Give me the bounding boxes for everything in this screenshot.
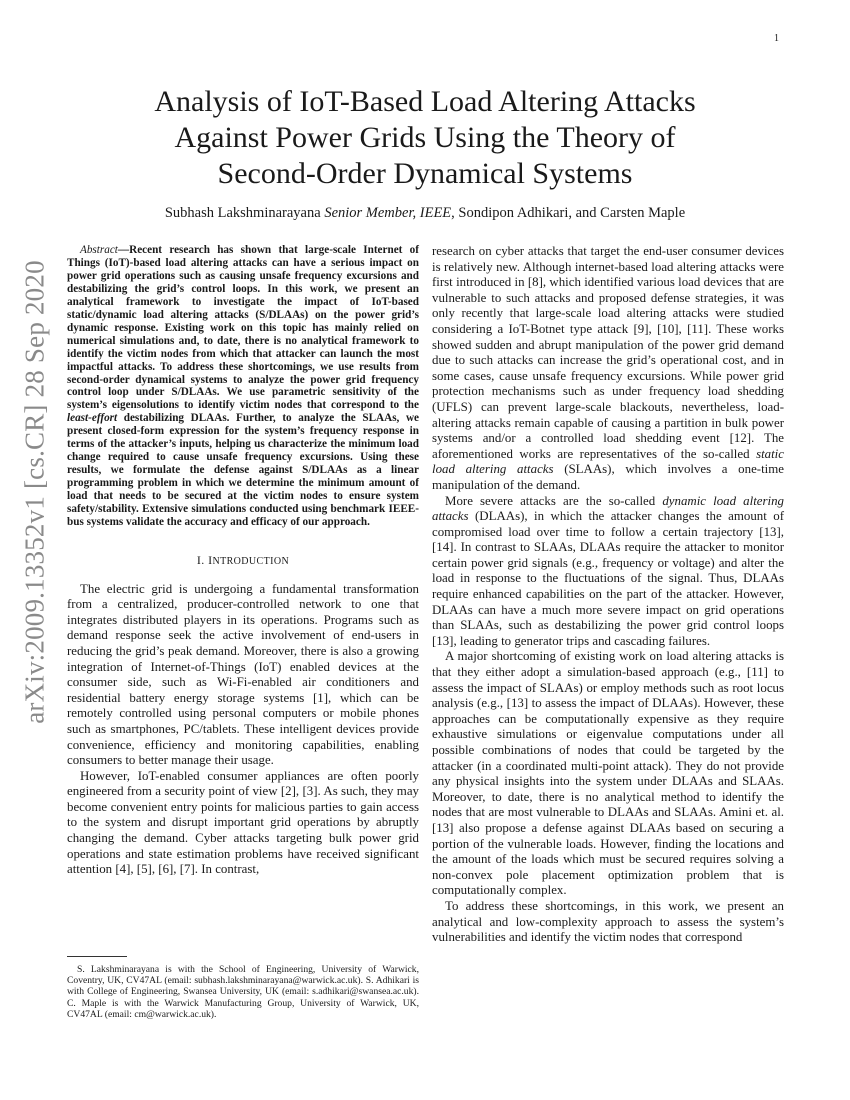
left-column	[67, 244, 419, 878]
section-number: I. I	[196, 552, 213, 567]
arxiv-id: arXiv:2009.13352v1 [cs.CR] 28 Sep 2020	[19, 260, 50, 724]
arxiv-stamp	[8, 260, 62, 724]
abstract-label: Abstract	[80, 244, 118, 256]
abstract	[67, 244, 419, 529]
paragraph	[432, 244, 784, 494]
paragraph-text: research on cyber attacks that target the end-user consumer devices is relatively new. Although internet-based load altering attacks were first introduced in [8], which identified various load devices that are vulnerable to such attacks and proposed defense strategies, it was only recently that large-scale load altering attacks were studied considering a IoT-Botnet type attack [9], [10], [11]. These works showed sudden and abrupt manipulation of the power grid demand due to such attacks can increase the grid’s operational cost, and in some cases, cause unsafe frequency excursions. While power grid protection mechanisms such as under frequency load shedding (UFLS) can prevent large-scale blackouts, nevertheless, load-altering attacks remain capable of causing a partition in bulk power systems and/or a controlled load shedding event [12]. The aforementioned works are representatives of the so-called	[432, 244, 784, 461]
title-line: Analysis of IoT-Based Load Altering Attacks	[154, 85, 696, 118]
paragraph-text: More severe attacks are the so-called	[445, 493, 663, 508]
footnote-rule	[67, 956, 127, 957]
title-line: Against Power Grids Using the Theory of	[174, 121, 676, 154]
paragraph	[432, 494, 784, 650]
emphasis: static load altering attacks	[432, 446, 784, 477]
page-number: 1	[774, 33, 779, 44]
paragraph: To address these shortcomings, in this work, we present an analytical and low-complexity approach to assess the system’s vulnerabilities and identify the victim nodes that correspond	[432, 898, 784, 945]
emphasis: dynamic load altering attacks	[432, 493, 784, 524]
author-role: Senior Member, IEEE	[324, 205, 452, 221]
abstract-emphasis: least-effort	[67, 412, 118, 425]
title-line: Second-Order Dynamical Systems	[217, 157, 633, 190]
abstract-text: destabilizing DLAAs. Further, to analyze the SLAAs, we present closed-form expression for the system’s frequency response in terms of the attacker’s inputs, helping us characterize the minimum load change required to cause unsafe frequency excursions. Using these results, we formulate the defense against S/DLAAs as a linear programming problem in which we determine the minimum amount of load that needs to be secured at the victim nodes to ensure system safety/stability. Extensive simulations conducted using benchmark IEEE-bus systems validate the accuracy and efficacy of our approach.	[67, 412, 419, 529]
paragraph: However, IoT-enabled consumer appliances are often poorly engineered from a security point of view [2], [3]. As such, they may become convenient entry points for malicious parties to gain access to the system and disrupt important grid operations by abruptly changing the demand. Cyber attacks targeting bulk power grid operations and state estimation problems have received significant attention [4], [5], [6], [7]. In contrast,	[67, 768, 419, 877]
paper-title	[85, 84, 765, 192]
author-names-rest: , Sondipon Adhikari, and Carsten Maple	[451, 205, 686, 221]
right-column	[432, 244, 784, 946]
paragraph: The electric grid is undergoing a fundamental transformation from a centralized, producer-controlled network to one that integrates distributed players in its operations. Programs such as demand response seek the active involvement of end-users in reducing the grid’s peak demand. Moreover, there is also a growing integration of Internet-of-Things (IoT) enabled devices at the consumer side, such as Wi-Fi-enabled air conditioners and residential battery energy storage systems [1], which can be remotely controlled using personal computers or mobile phones such as smartphones, PC/tablets. These intelligent devices provide convenience, efficiency and monitoring capabilities, enabling consumers to better manage their usage.	[67, 581, 419, 768]
footnote: S. Lakshminarayana is with the School of Engineering, University of Warwick, Coventry, UK, CV47AL (email: subhash.lakshminarayana@warwick.ac.uk). S. Adhikari is with College of Engineering, Swansea University, UK (email: s.adhikari@swansea.ac.uk). C. Maple is with the Warwick Manufacturing Group, University of Warwick, UK, CV47AL (email: cm@warwick.ac.uk).	[67, 964, 419, 1020]
paragraph-text: (DLAAs), in which the attacker changes the amount of compromised load over time to follow a certain trajectory [13], [14]. In contrast to SLAAs, DLAAs require the attacker to monitor certain power grid signals (e.g., frequency or voltage) and alter the load in response to the fluctuations of the signal. Thus, DLAAs require enhanced capabilities on the part of the attacker. However, DLAAs can have a much more severe impact on grid operations than SLAAs, such as destabilizing the power grid control loops [13], leading to generator trips and cascading failures.	[432, 509, 784, 648]
paragraph: A major shortcoming of existing work on load altering attacks is that they either adopt a simulation-based approach (e.g., [11] to assess the impact of SLAAs) or employ methods such as root locus analysis (e.g., [13] to assess the impact of DLAAs). However, these approaches can be computationally expensive as they require exhaustive simulations or eigenvalue computations under all possible combinations of nodes that could be targeted by the attacker (in a coordinated multi-point attack). They do not provide any physical insights into the system under DLAAs and SLAAs. Moreover, to date, there is no analytical method to identify the nodes that are most vulnerable to DLAAs and SLAAs. Amini et. al. [13] also propose a defense against DLAAs based on securing a portion of the vulnerable loads. However, finding the locations and the amount of the loads which must be secured requires solving a non-convex pole placement optimization problem that is computationally complex.	[432, 649, 784, 898]
paragraph-text: (SLAAs), which involves a one-time manipulation of the demand.	[432, 462, 784, 492]
section-heading	[67, 553, 419, 570]
author-list	[85, 205, 765, 222]
author-name: Subhash Lakshminarayana	[164, 205, 321, 221]
section-title: NTRODUCTION	[212, 555, 290, 567]
abstract-text: —Recent research has shown that large-scale Internet of Things (IoT)-based load altering attacks can have a serious impact on power grid operations such as causing unsafe frequency excursions and destabilizing the grid’s control loops. In this work, we present an analytical framework to investigate the impact of IoT-based static/dynamic load altering attacks (S/DLAAs) on the power grid’s dynamic response. Existing work on this topic has mainly relied on numerical simulations and, to date, there is no analytical framework to identify the victim nodes from which that attacker can launch the most impactful attacks. To address these shortcomings, we use results from second-order dynamical systems to analyze the power grid frequency control loop under S/DLAAs. We use parametric sensitivity of the system’s eigensolutions to identify victim nodes that correspond to the	[67, 244, 419, 412]
